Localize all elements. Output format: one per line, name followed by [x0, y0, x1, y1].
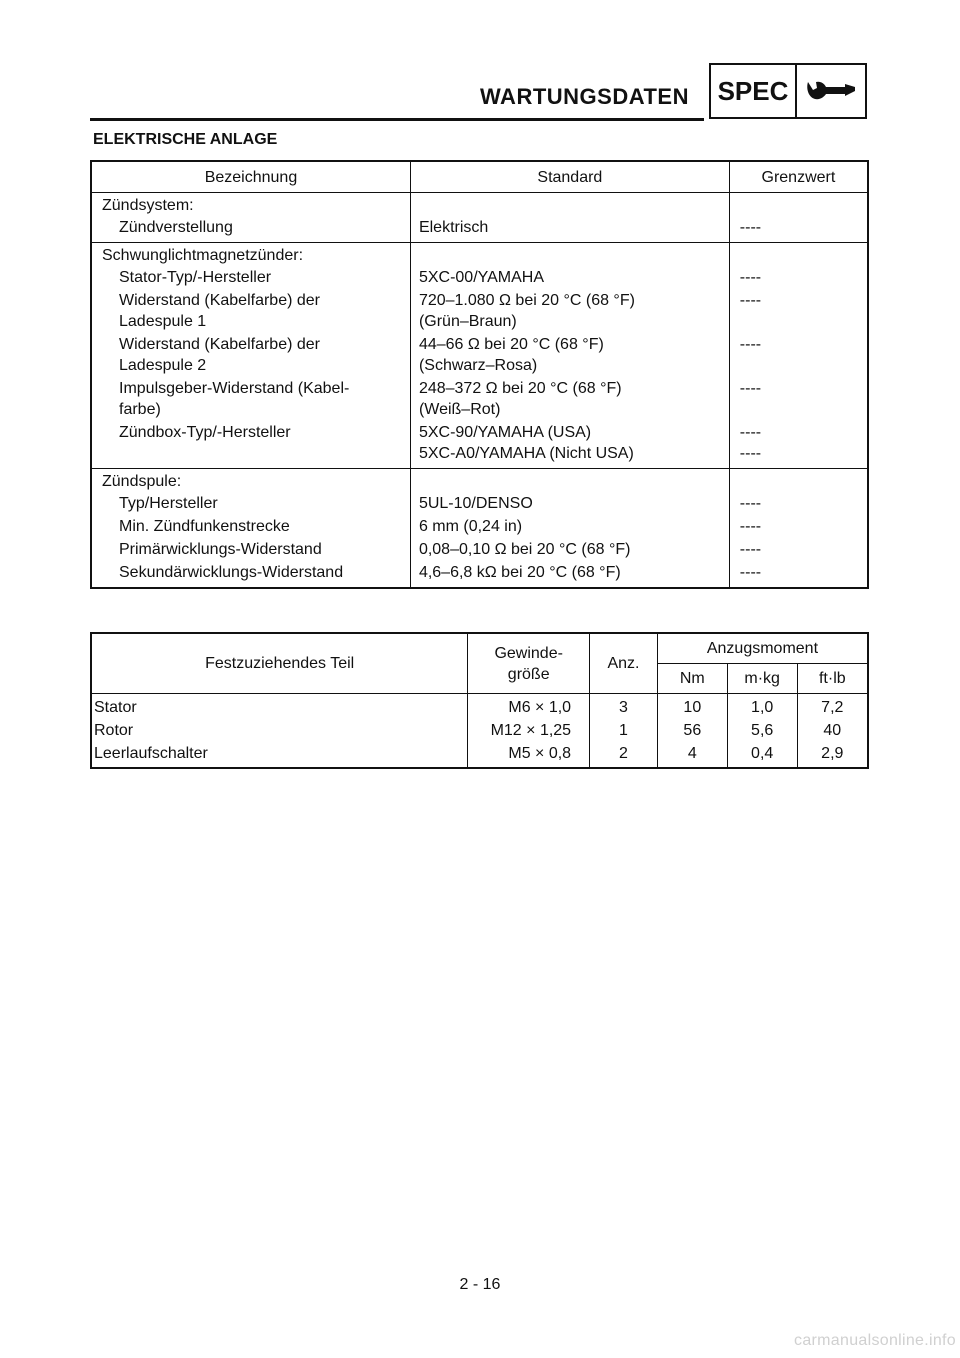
spec-item-limit: [729, 561, 868, 588]
spec-item-standard-line: 720–1.080 Ω bei 20 °C (68 °F): [418, 292, 635, 309]
section-title: ELEKTRISCHE ANLAGE: [93, 131, 278, 148]
spec-item-name: [91, 515, 410, 538]
spec-item-limit: [729, 289, 868, 333]
spec-item-row: [91, 515, 868, 538]
spec-item-standard: [410, 421, 729, 469]
spec-item-limit: [729, 515, 868, 538]
torque-qty: 3: [590, 694, 658, 720]
spec-group-row: [91, 243, 868, 267]
spec-item-row: [91, 266, 868, 289]
spec-item-standard: [410, 492, 729, 515]
spec-item-standard-line: 5UL-10/DENSO: [418, 495, 533, 512]
spec-item-standard: [410, 561, 729, 588]
torque-header-unit-nm: Nm: [657, 664, 727, 694]
spec-table-header-row: [91, 161, 868, 193]
spec-item-name-line: Ladespule 1: [119, 313, 207, 330]
spec-item-name: [91, 216, 410, 243]
spec-item-limit-line: ----: [739, 541, 762, 558]
spec-group-limit-empty: [729, 243, 868, 267]
spec-group-limit-empty: [729, 469, 868, 493]
spec-item-standard: [410, 289, 729, 333]
spec-item-standard-line: 5XC-00/YAMAHA: [418, 269, 545, 286]
torque-row: [91, 719, 868, 742]
spec-item-limit-line: ----: [739, 269, 762, 286]
spec-item-limit: [729, 266, 868, 289]
spec-item-limit: [729, 421, 868, 469]
torque-thread: M6 × 1,0: [468, 694, 590, 720]
wrench-icon: [797, 65, 865, 117]
spec-item-standard-line: (Schwarz–Rosa): [418, 357, 538, 374]
torque-row: [91, 694, 868, 720]
spec-item-limit: [729, 216, 868, 243]
torque-ftlb: 7,2: [797, 694, 868, 720]
torque-part: Stator: [91, 694, 468, 720]
spec-item-limit: [729, 377, 868, 421]
spec-item-row: [91, 333, 868, 377]
spec-item-row: [91, 289, 868, 333]
spec-item-limit-line: ----: [739, 564, 762, 581]
spec-item-name: [91, 377, 410, 421]
spec-item-limit-line: ----: [739, 219, 762, 236]
torque-header-thread-line: größe: [507, 665, 550, 683]
spec-item-standard: [410, 216, 729, 243]
torque-header-part: Festzuziehendes Teil: [91, 633, 468, 694]
electrical-spec-table: [90, 160, 869, 589]
spec-item-standard: [410, 333, 729, 377]
spec-item-row: [91, 538, 868, 561]
torque-header-thread: [468, 633, 590, 694]
torque-mkg: 5,6: [727, 719, 797, 742]
spec-badge-label: SPEC: [711, 65, 797, 117]
spec-item-row: [91, 561, 868, 588]
spec-item-name-line: Typ/Hersteller: [119, 495, 218, 512]
spec-group-standard-empty: [410, 193, 729, 217]
spec-item-standard-line: 5XC-90/YAMAHA (USA): [418, 424, 592, 441]
spec-item-limit-line: ----: [739, 336, 762, 353]
torque-mkg: 0,4: [727, 742, 797, 768]
spec-item-standard-line: (Grün–Braun): [418, 313, 517, 330]
page-header-title: WARTUNGSDATEN: [480, 84, 689, 109]
spec-item-name: [91, 538, 410, 561]
spec-item-name-line: Widerstand (Kabelfarbe) der: [119, 336, 320, 353]
torque-thread: M5 × 0,8: [468, 742, 590, 768]
column-header-name: Bezeichnung: [91, 161, 410, 193]
watermark: carmanualsonline.info: [794, 1332, 956, 1349]
torque-nm: 56: [657, 719, 727, 742]
spec-item-name-line: farbe): [119, 401, 161, 418]
spec-item-name-line: Impulsgeber-Widerstand (Kabel-: [119, 380, 350, 397]
column-header-limit: Grenzwert: [729, 161, 868, 193]
spec-item-row: [91, 216, 868, 243]
spec-item-name-line: Stator-Typ/-Hersteller: [119, 269, 272, 286]
spec-item-limit-line: ----: [739, 380, 762, 397]
spec-item-name-line: Zündbox-Typ/-Hersteller: [119, 424, 291, 441]
spec-item-name-line: Ladespule 2: [119, 357, 207, 374]
spec-item-name: [91, 561, 410, 588]
torque-header-thread-line: Gewinde-: [494, 644, 563, 662]
torque-qty: 2: [590, 742, 658, 768]
spec-group-standard-empty: [410, 243, 729, 267]
spec-item-limit-line: ----: [739, 495, 762, 512]
spec-item-name: [91, 492, 410, 515]
torque-ftlb: 40: [797, 719, 868, 742]
spec-item-row: [91, 377, 868, 421]
spec-item-name-line: Min. Zündfunkenstrecke: [119, 518, 290, 535]
spec-item-standard: [410, 266, 729, 289]
spec-item-limit-line: ----: [739, 424, 762, 441]
spec-item-row: [91, 421, 868, 469]
spec-item-limit: [729, 333, 868, 377]
spec-item-standard-line: 0,08–0,10 Ω bei 20 °C (68 °F): [418, 541, 631, 558]
torque-nm: 10: [657, 694, 727, 720]
spec-group-title: Zündspule:: [91, 469, 410, 493]
torque-row: [91, 742, 868, 768]
spec-item-standard-line: Elektrisch: [418, 219, 489, 236]
spec-item-name-line: Sekundärwicklungs-Widerstand: [119, 564, 344, 581]
torque-table: [90, 632, 869, 769]
torque-header-moment: Anzugsmoment: [657, 633, 868, 664]
spec-item-standard: [410, 377, 729, 421]
spec-group-title: Zündsystem:: [91, 193, 410, 217]
torque-qty: 1: [590, 719, 658, 742]
spec-item-standard-line: (Weiß–Rot): [418, 401, 501, 418]
spec-item-standard-line: 4,6–6,8 kΩ bei 20 °C (68 °F): [418, 564, 621, 581]
page-number: 2 - 16: [459, 1276, 501, 1293]
spec-item-standard-line: 5XC-A0/YAMAHA (Nicht USA): [418, 445, 634, 462]
spec-item-standard-line: 248–372 Ω bei 20 °C (68 °F): [418, 380, 622, 397]
spec-badge: [709, 63, 867, 119]
spec-group-row: [91, 469, 868, 493]
spec-item-name-line: Zündverstellung: [119, 219, 233, 236]
spec-group-row: [91, 193, 868, 217]
spec-item-limit: [729, 538, 868, 561]
spec-item-row: [91, 492, 868, 515]
spec-item-standard: [410, 515, 729, 538]
spec-item-limit-line: ----: [739, 445, 762, 462]
torque-header-unit-ftlb: ft·lb: [797, 664, 868, 694]
torque-mkg: 1,0: [727, 694, 797, 720]
torque-header-qty: Anz.: [590, 633, 658, 694]
spec-item-standard-line: 44–66 Ω bei 20 °C (68 °F): [418, 336, 604, 353]
column-header-standard: Standard: [410, 161, 729, 193]
torque-thread: M12 × 1,25: [468, 719, 590, 742]
torque-nm: 4: [657, 742, 727, 768]
spec-item-standard: [410, 538, 729, 561]
spec-item-name: [91, 266, 410, 289]
torque-part: Leerlaufschalter: [91, 742, 468, 768]
torque-ftlb: 2,9: [797, 742, 868, 768]
spec-item-limit: [729, 492, 868, 515]
torque-header-unit-mkg: m·kg: [727, 664, 797, 694]
spec-item-name: [91, 289, 410, 333]
spec-group-standard-empty: [410, 469, 729, 493]
spec-item-limit-line: ----: [739, 292, 762, 309]
spec-item-name: [91, 421, 410, 469]
spec-item-name: [91, 333, 410, 377]
spec-item-name-line: Primärwicklungs-Widerstand: [119, 541, 322, 558]
spec-group-title: Schwunglichtmagnetzünder:: [91, 243, 410, 267]
spec-group-limit-empty: [729, 193, 868, 217]
spec-item-limit-line: ----: [739, 518, 762, 535]
spec-item-name-line: Widerstand (Kabelfarbe) der: [119, 292, 320, 309]
header-rule: [90, 118, 704, 121]
spec-item-standard-line: 6 mm (0,24 in): [418, 518, 523, 535]
torque-part: Rotor: [91, 719, 468, 742]
